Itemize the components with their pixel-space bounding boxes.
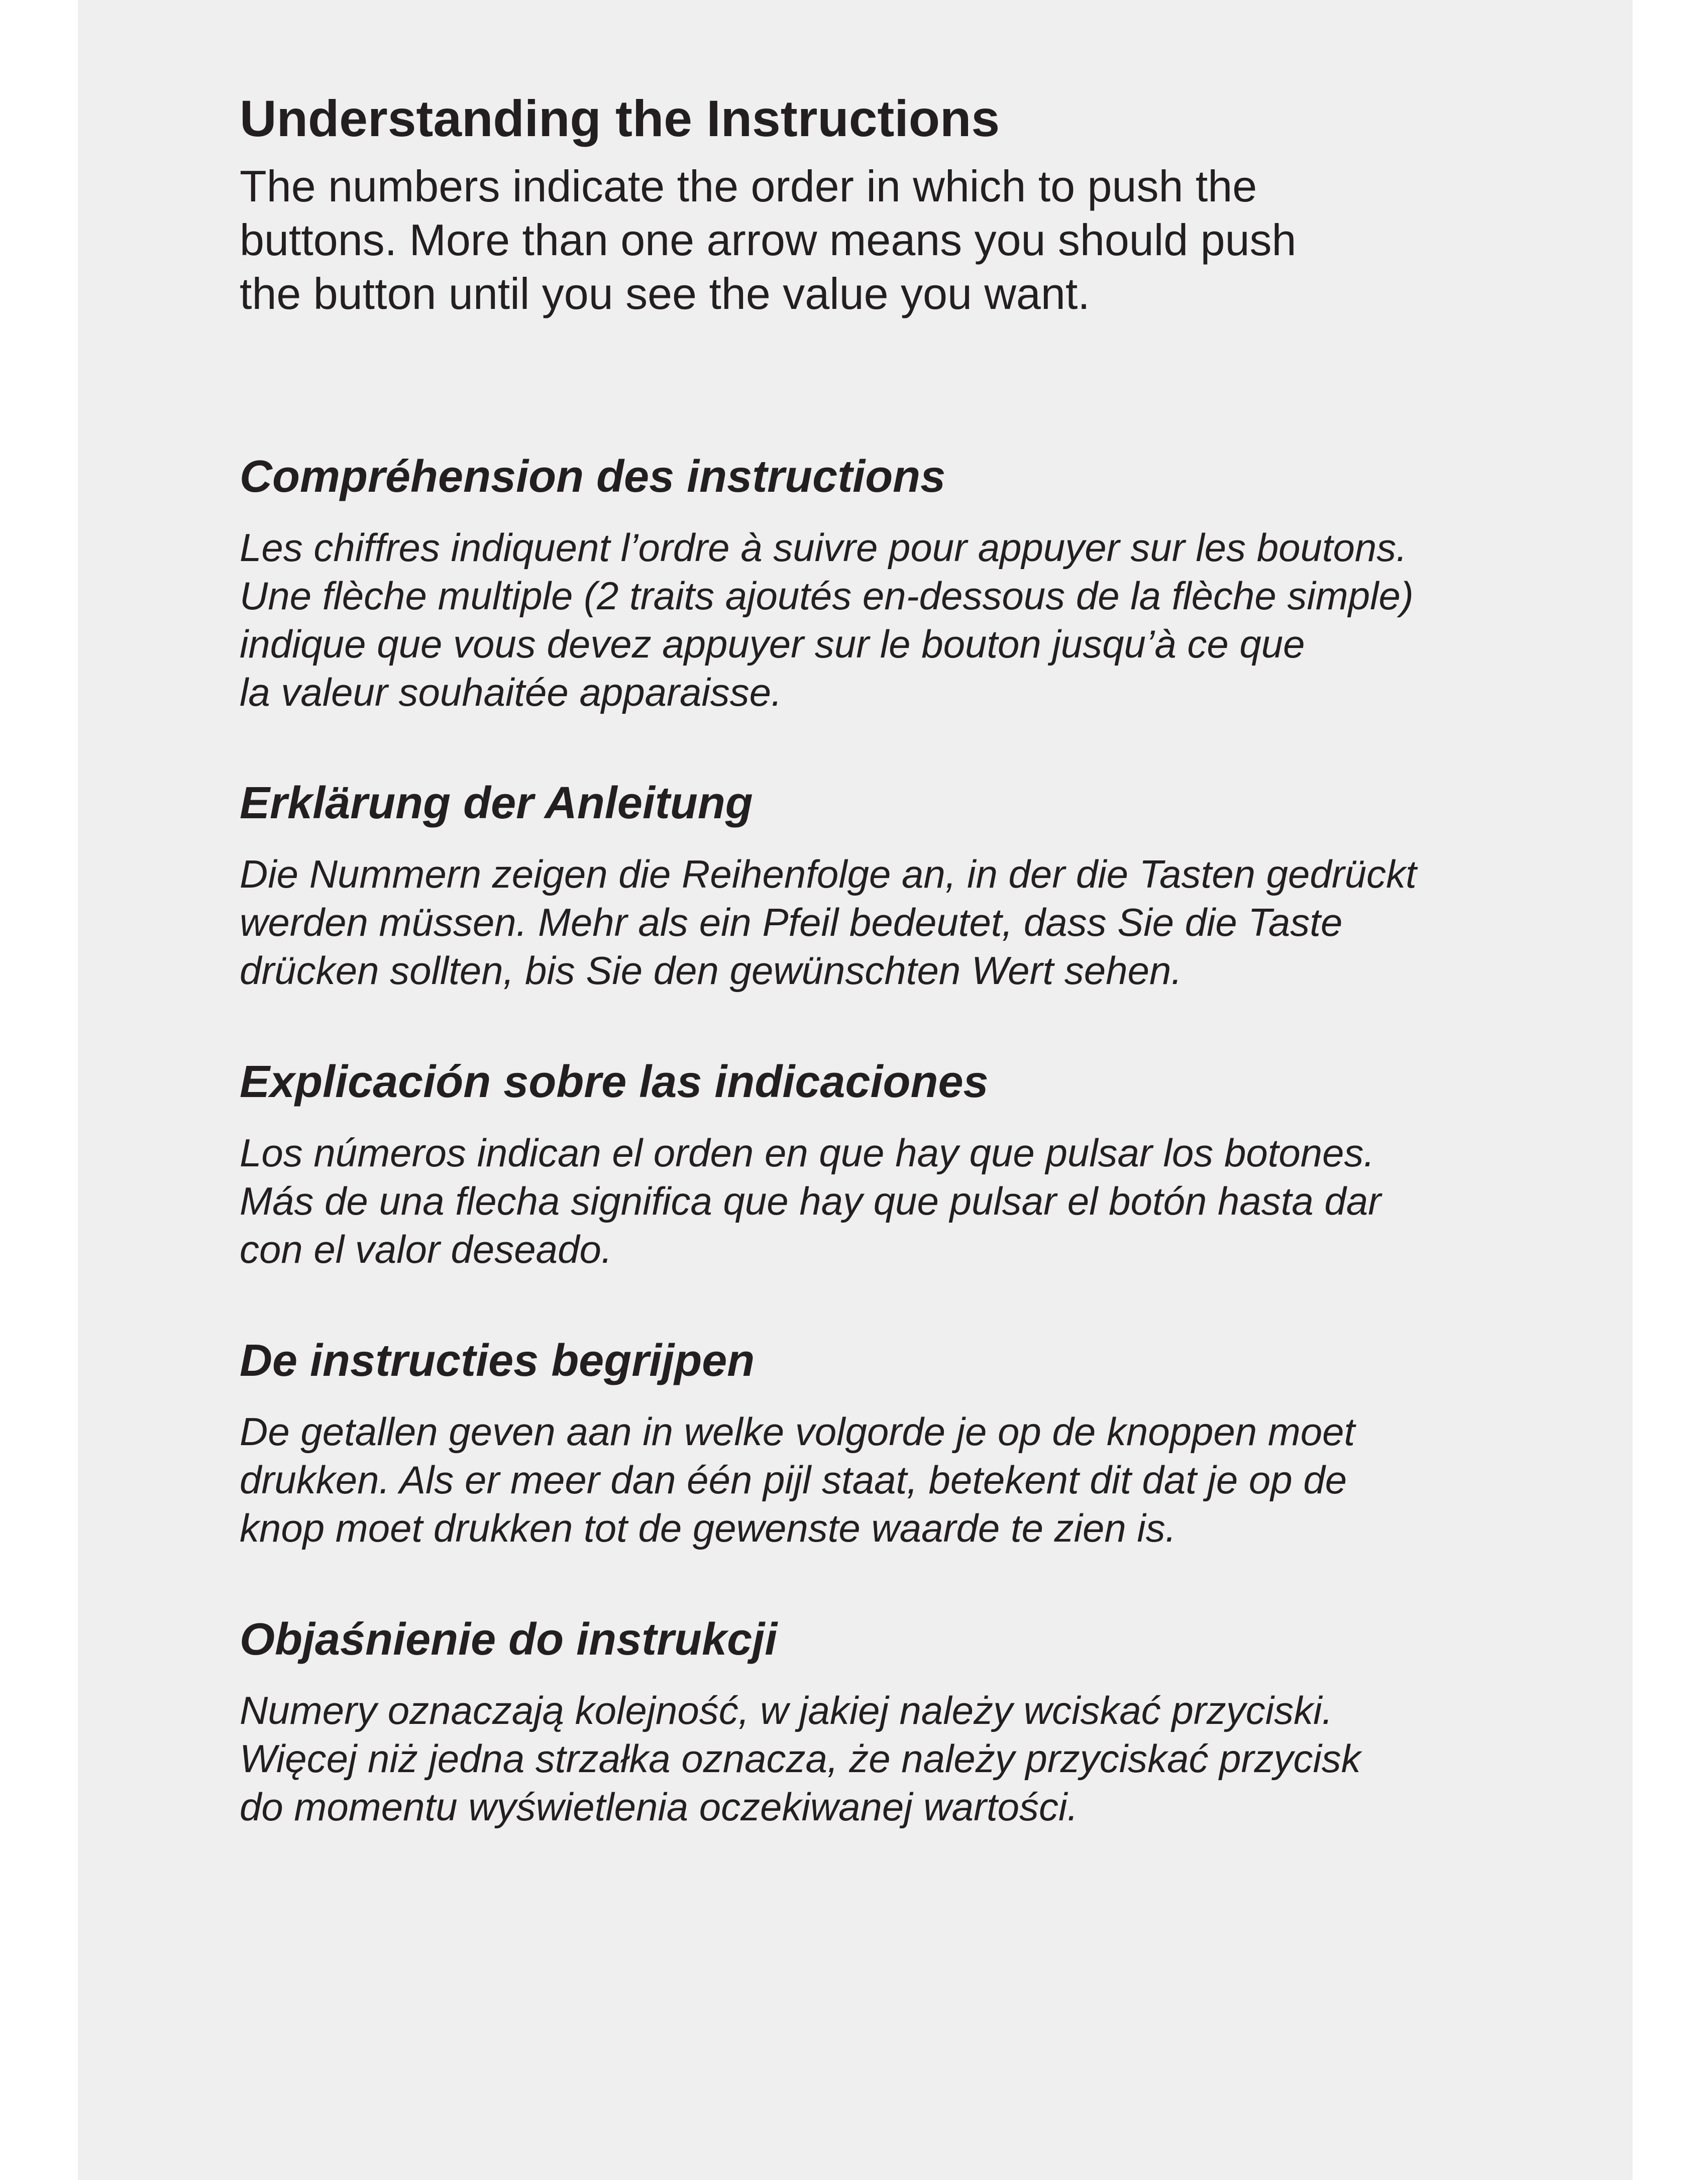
title-polish: Objaśnienie do instrukcji — [240, 1614, 778, 1665]
title-french: Compréhension des instructions — [240, 452, 946, 502]
title-english: Understanding the Instructions — [240, 90, 1000, 147]
body-spanish: Los números indican el orden en que hay que pulsar los botones. Más de una flecha significa que hay que pulsar el botón hasta dar con el valor deseado. — [240, 1130, 1381, 1271]
body-english: The numbers indicate the order in which to push the buttons. More than one arrow means you should push the button until you see the value you want. — [240, 161, 1297, 319]
instructions-content — [240, 89, 1546, 1829]
section-english — [240, 89, 1546, 320]
document-page — [78, 0, 1633, 2180]
body-french: Les chiffres indiquent l’ordre à suivre pour appuyer sur les boutons. Une flèche multiple (2 traits ajoutés en-dessous de la flèche simple) indique que vous devez appuyer sur le bouton jusqu’à ce que la valeur souhaitée apparaisse. — [240, 525, 1414, 714]
body-polish: Numery oznaczają kolejność, w jakiej należy wciskać przyciski. Więcej niż jedna strzałka oznacza, że należy przyciskać przycisk do momentu wyświetlenia oczekiwanej wartości. — [240, 1688, 1361, 1829]
section-polish — [240, 1614, 1546, 1831]
section-german — [240, 778, 1546, 995]
title-german: Erklärung der Anleitung — [240, 778, 753, 828]
title-dutch: De instructies begrijpen — [240, 1336, 755, 1386]
body-dutch: De getallen geven aan in welke volgorde je op de knoppen moet drukken. Als er meer dan één pijl staat, betekent dit dat je op de knop moet drukken tot de gewenste waarde te zien is. — [240, 1409, 1355, 1550]
section-dutch — [240, 1335, 1546, 1552]
section-spanish — [240, 1056, 1546, 1273]
title-spanish: Explicación sobre las indicaciones — [240, 1057, 989, 1107]
body-german: Die Nummern zeigen die Reihenfolge an, in der die Tasten gedrückt werden müssen. Mehr als ein Pfeil bedeutet, dass Sie die Taste drücken sollten, bis Sie den gewünschten Wert sehen. — [240, 851, 1417, 993]
section-french — [240, 451, 1546, 716]
